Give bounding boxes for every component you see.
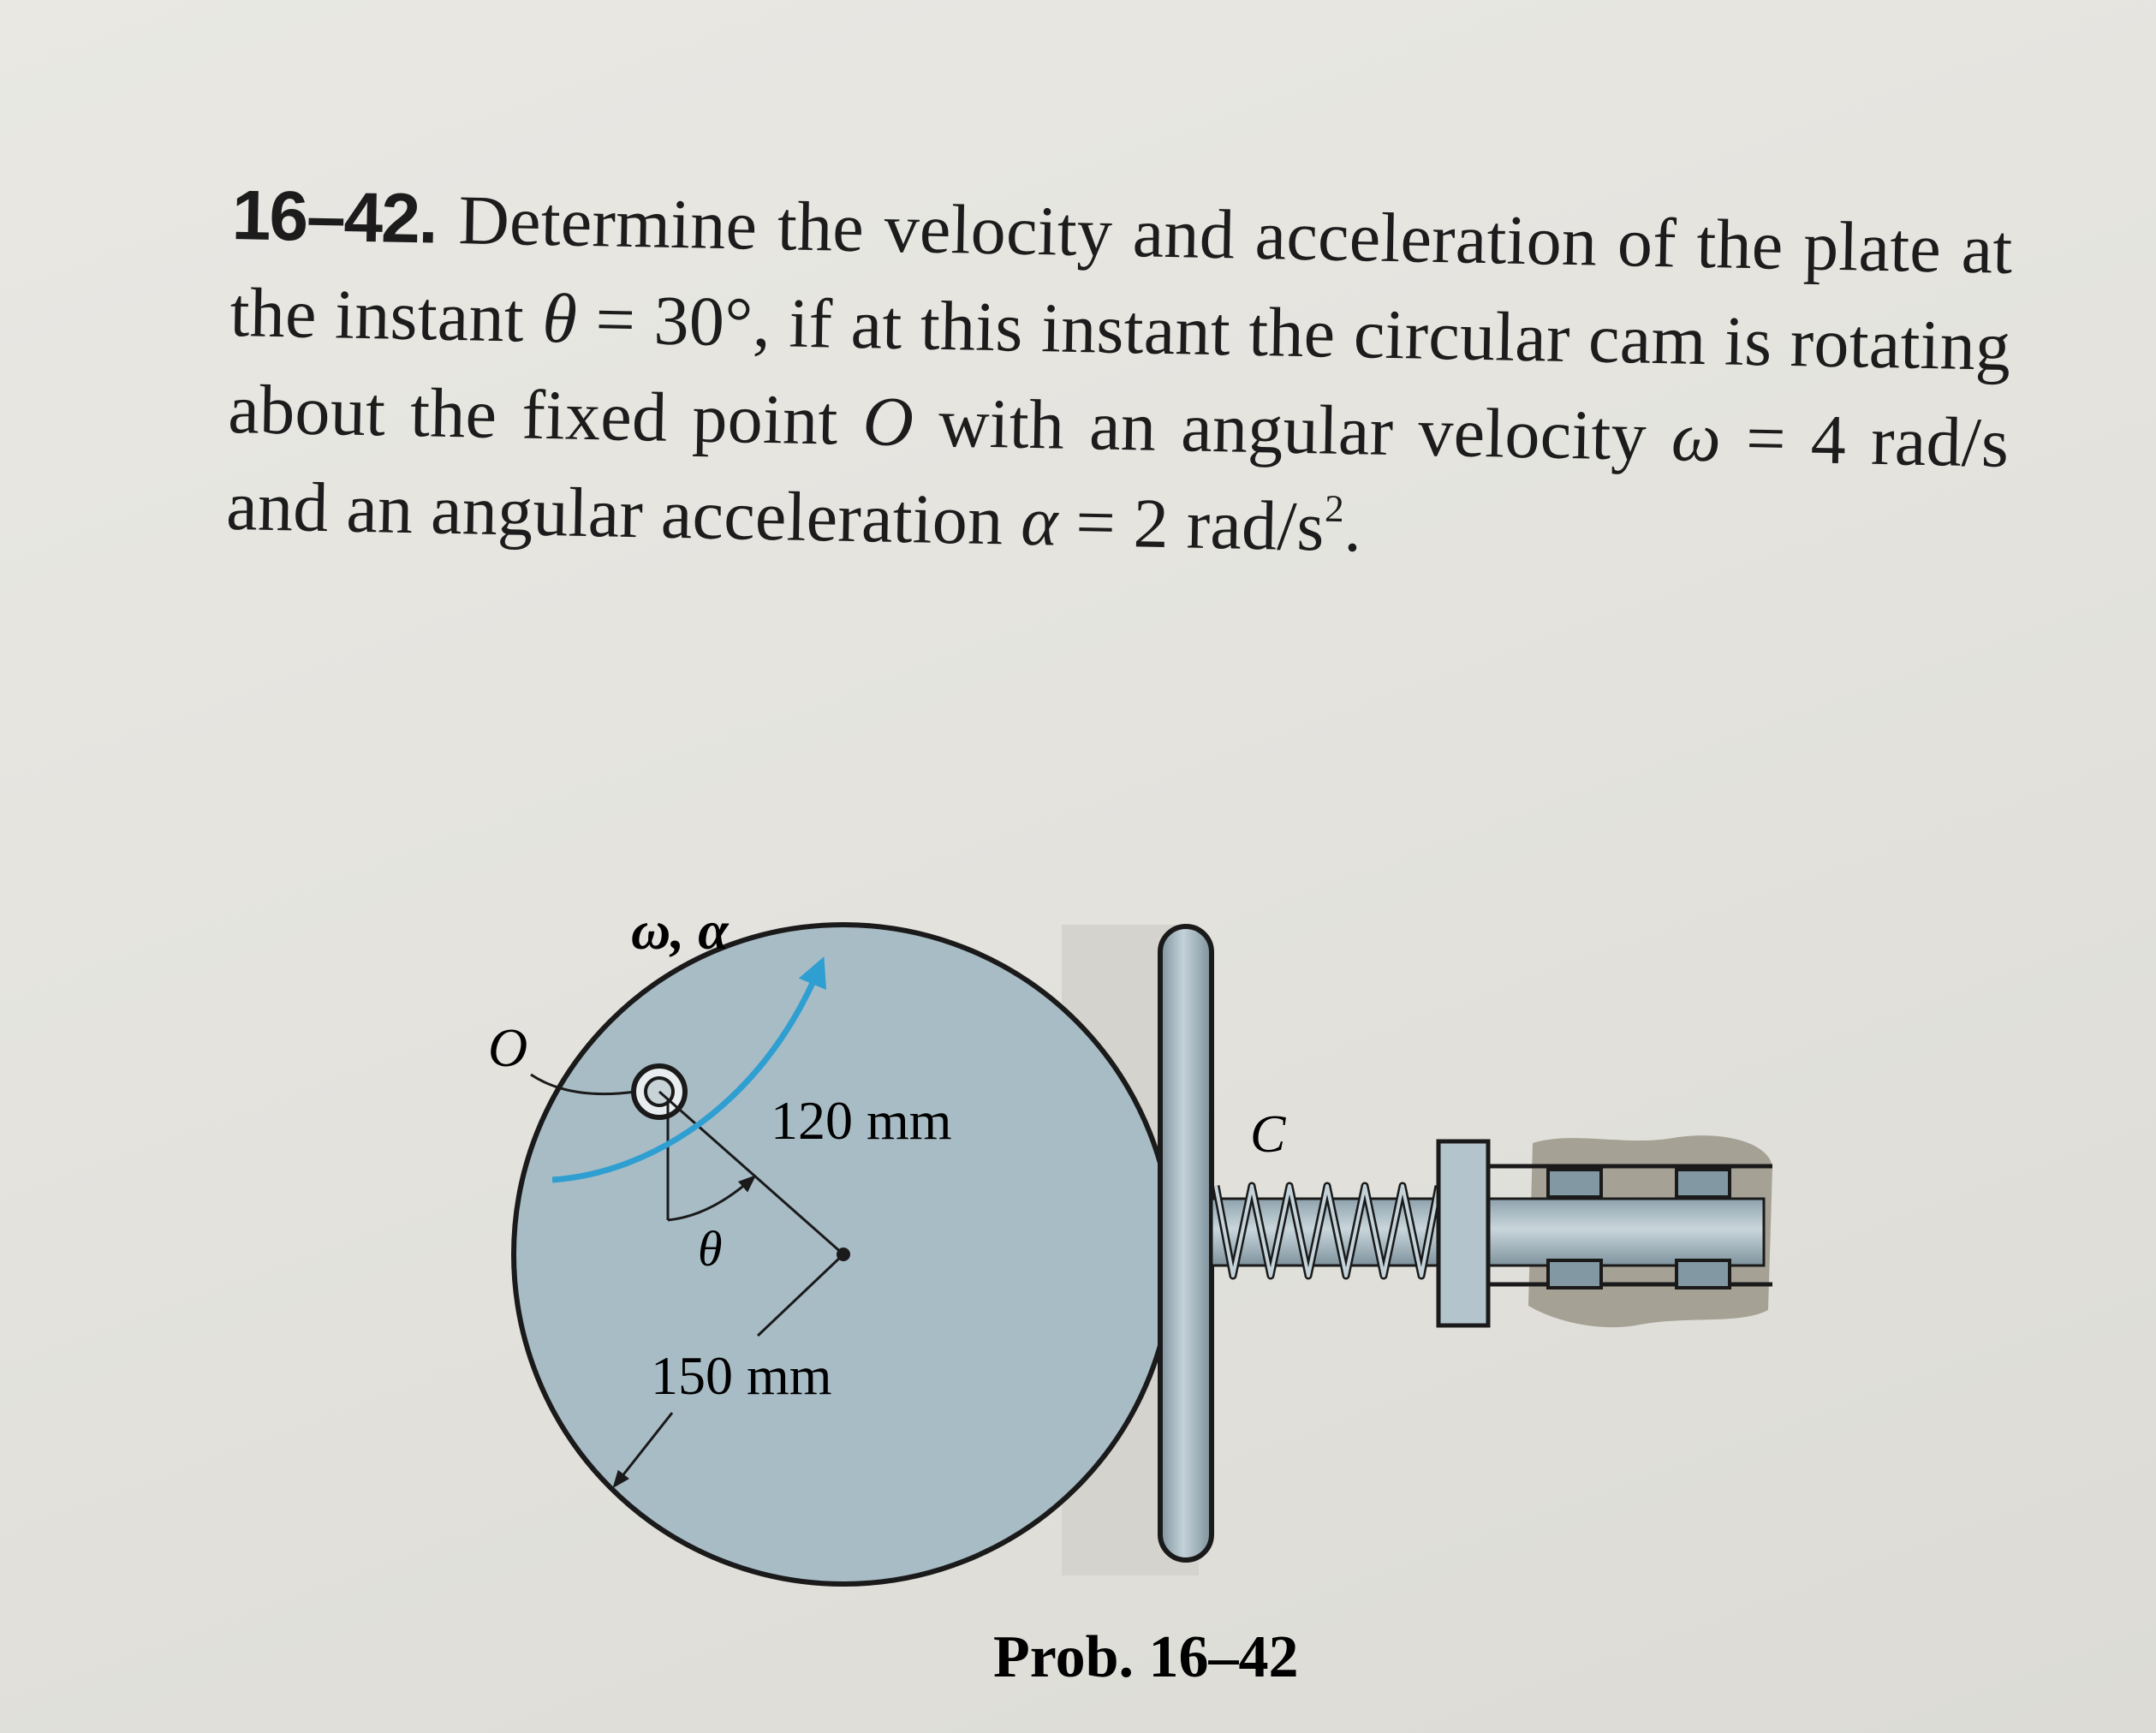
label-o: O [488,1017,528,1078]
label-c: C [1250,1105,1286,1164]
alpha-exponent: 2 [1324,486,1345,531]
guide-block [1677,1260,1730,1288]
label-120-mm: 120 mm [771,1090,952,1151]
label-omega-alpha: ω, α [631,900,729,961]
problem-text-intro: Determine the velocity and acceleration of the plate at the instant [229,181,2014,357]
figure-caption: Prob. 16–42 [993,1624,1299,1690]
label-theta: θ [698,1221,723,1277]
guide-block [1548,1170,1601,1197]
label-150-mm: 150 mm [651,1345,832,1406]
omega-symbol: ω [1671,397,1723,477]
problem-text-mid: with an angular velocity [913,383,1672,476]
follower-plate [1160,926,1212,1560]
problem-text-end: . [1343,487,1363,567]
alpha-symbol: α [1020,481,1059,561]
problem-text-alpha: = 2 rad/s [1057,482,1325,566]
problem-number: 16–42. [231,176,438,259]
point-o-symbol: O [861,382,915,462]
theta-symbol: θ [541,278,578,358]
guide-block [1548,1260,1601,1288]
problem-text-theta: = 30°, if at this instant the circular cam is rotating about the fixed point [227,279,2012,461]
guide-block [1677,1170,1730,1197]
spring-collar [1438,1141,1488,1325]
problem-text-omega: = 4 rad/s and an angular acceleration [225,398,2010,560]
